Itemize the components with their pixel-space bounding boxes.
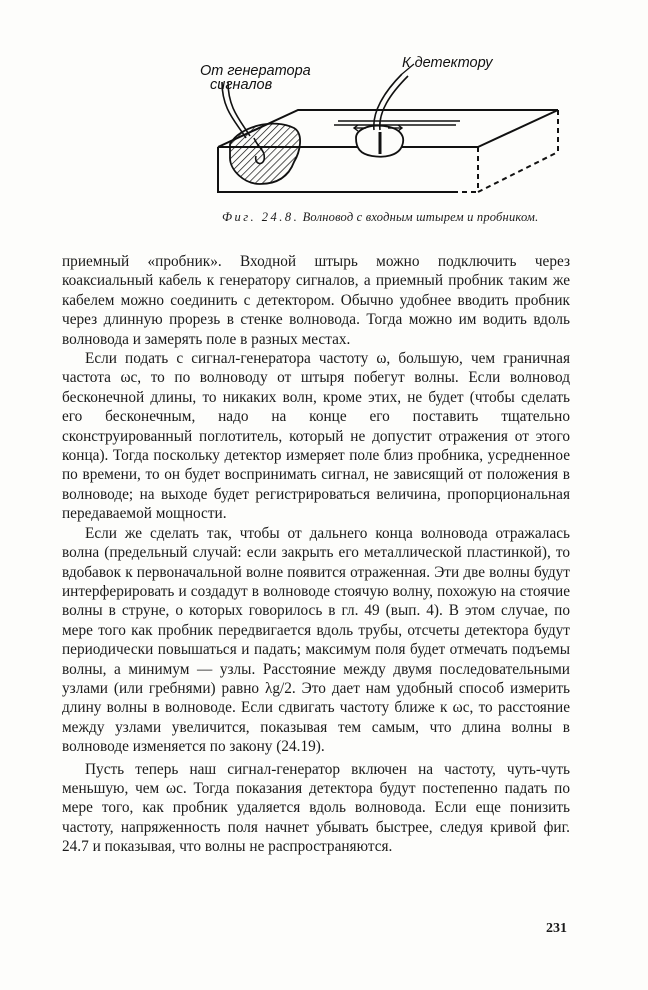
waveguide-figure xyxy=(188,52,578,217)
label-from-generator-line-2: сигналов xyxy=(210,77,273,93)
label-to-detector: К детектору xyxy=(402,55,493,71)
label-from-generator-line-1: От генератора xyxy=(200,63,311,79)
paragraph-2: Если подать с сигнал-генератора частоту ω, большую, чем граничная частота ωc, то по волноводу от штыря побегут волны. Если волновод бесконечной длины, то никаких волн, кроме этих, не будет (чтобы сделать его бесконечным, надо на конце его поставить тщательно сконструированный поглотитель, который не допустит отражения от этого конца). Тогда поскольку детектор измеряет поле близ пробника, усредненное по времени, то он будет воспринимать сигнал, не зависящий от положения в волноводе; на выходе будет регистрироваться величина, пропорциональная передаваемой мощности. xyxy=(62,350,570,523)
paragraph-1: приемный «пробник». Входной штырь можно подключить через коаксиальный кабель к генератору сигналов, а приемный пробник таким же кабелем можно соединить с детектором. Обычно удобнее вводить пробник через длинную прорезь в стенке волновода. Тогда можно им водить вдоль волновода и замерять поле в разных местах. xyxy=(62,253,570,348)
label-from-generator xyxy=(200,64,311,92)
figure-caption-lead: Фиг. 24.8. xyxy=(222,210,300,224)
body-text xyxy=(62,252,570,857)
figure-caption xyxy=(222,209,542,225)
figure-caption-text: Волновод с входным штырем и пробником. xyxy=(299,210,539,224)
paragraph-4: Пусть теперь наш сигнал-генератор включен на частоту, чуть-чуть меньшую, чем ωc. Тогда показания детектора будут постепенно падать по мере того, как пробник удаляется вдоль волновода. Если еще понизить частоту, напряженность поля начнет убывать быстрее, следуя кривой фиг. 24.7 и показывая, что волны не распространяются. xyxy=(62,760,570,856)
page-number: 231 xyxy=(546,921,567,936)
paragraph-3: Если же сделать так, чтобы от дальнего конца волновода отражалась волна (предельный случай: если закрыть его металлической пластинкой), то вдобавок к первоначальной волне появится отраженная. Эти две волны будут интерферировать и создадут в волноводе стоячую волну, похожую на стоячие волны в струне, о которых говорилось в гл. 49 (вып. 4). В этом случае, по мере того как пробник передвигается вдоль трубы, отсчеты детектора будут периодически повышаться и падать; максимум поля будет отмечать подъемы волны, а минимум — узлы. Расстояние между двумя последовательными узлами (или гребнями) равно λg/2. Это дает нам удобный способ измерить длину волны в волноводе. Если сдвигать частоту ближе к ωc, то расстояние между узлами увеличится, показывая тем самым, что длина волны в волноводе изменяется по закону (24.19). xyxy=(62,524,570,756)
input-pin-cutaway xyxy=(230,124,300,184)
